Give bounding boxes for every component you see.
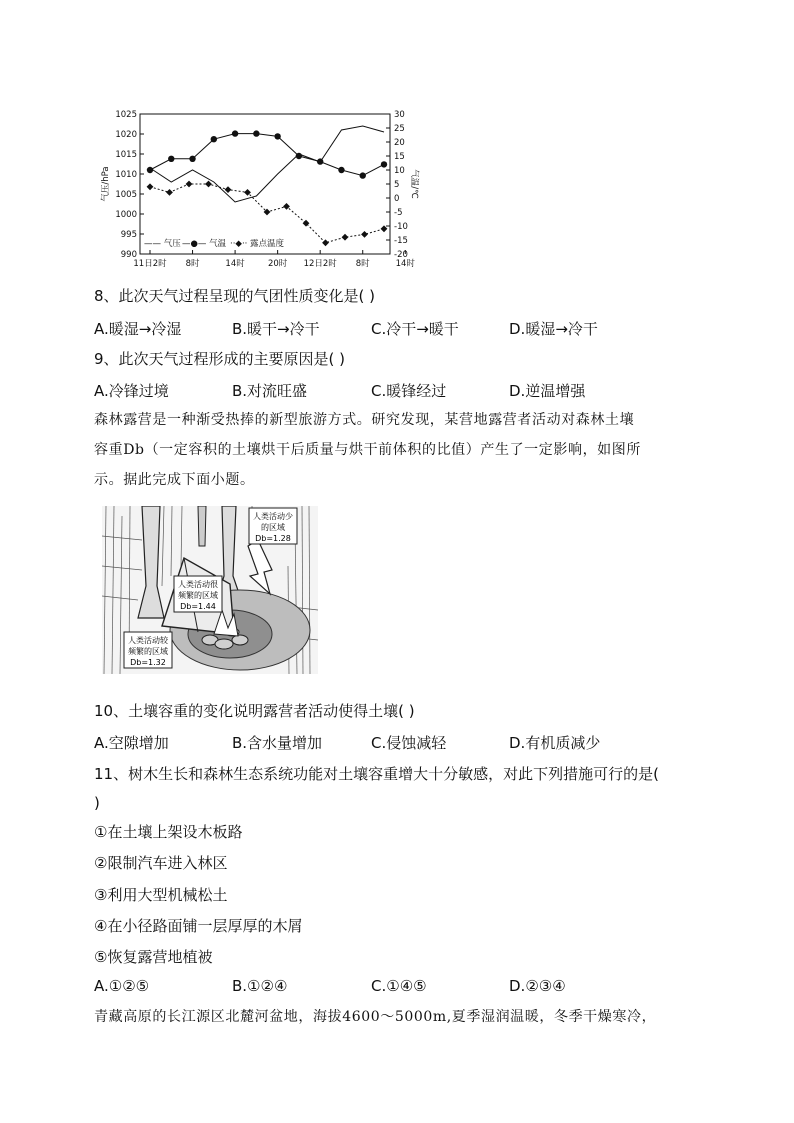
q11-item-1: ①在土壤上架设木板路 xyxy=(94,823,243,841)
temperature-point xyxy=(360,172,366,178)
x-tick-label: 20时 xyxy=(267,259,288,269)
label-high-activity-line-2: 频繁的区域 xyxy=(178,591,218,600)
q11-option-d[interactable]: D.②③④ xyxy=(509,977,566,995)
camping-illustration xyxy=(102,506,318,674)
passage-tibet-line-1: 青藏高原的长江源区北麓河盆地，海拔4600～5000m,夏季湿润温暖，冬季干燥寒冷， xyxy=(94,1009,657,1025)
right-tick-label: 5 xyxy=(394,180,400,190)
temperature-point xyxy=(189,156,195,162)
x-tick-label: 14时 xyxy=(395,259,415,269)
left-tick-label: 1010 xyxy=(115,170,137,180)
temperature-point xyxy=(147,167,153,173)
label-medium-activity-line-2: 频繁的区域 xyxy=(128,647,168,656)
label-medium-activity xyxy=(124,632,172,668)
right-tick-label: 10 xyxy=(394,166,405,176)
temperature-point xyxy=(253,130,259,136)
question-8-options xyxy=(94,318,654,338)
q11-option-a[interactable]: A.①②⑤ xyxy=(94,977,150,995)
passage-tibet xyxy=(94,1002,694,1032)
temperature-point xyxy=(232,130,238,136)
label-low-activity-db: Db=1.28 xyxy=(255,534,291,543)
left-tick-label: 1020 xyxy=(115,130,137,140)
q11-item-5: ⑤恢复露营地植被 xyxy=(94,948,213,966)
label-medium-activity-line-1: 人类活动较 xyxy=(128,636,168,645)
dewpoint-point xyxy=(186,181,193,188)
temperature-point xyxy=(317,158,323,164)
label-medium-activity-db: Db=1.32 xyxy=(130,658,166,667)
right-axis-label: 气温/℃ xyxy=(409,169,419,199)
right-tick-label: 30 xyxy=(394,110,405,120)
temperature-point xyxy=(381,161,387,167)
q8-option-d[interactable]: D.暖湿→冷干 xyxy=(509,320,598,338)
left-tick-label: 1025 xyxy=(115,110,137,120)
q11-item-4: ④在小径路面铺一层厚厚的木屑 xyxy=(94,917,303,935)
q10-option-b[interactable]: B.含水量增加 xyxy=(232,734,323,752)
q11-item-3: ③利用大型机械松土 xyxy=(94,886,228,904)
label-high-activity-line-1: 人类活动很 xyxy=(178,580,218,589)
temperature-point xyxy=(296,153,302,159)
temperature-point xyxy=(211,136,217,142)
dewpoint-point xyxy=(303,220,310,227)
q9-option-c[interactable]: C.暖锋经过 xyxy=(371,382,447,400)
right-tick-label: 15 xyxy=(394,152,405,162)
weather-chart-svg xyxy=(100,108,420,276)
passage-camping-line-2: 容重Db（一定容积的土壤烘干后质量与烘干前体积的比值）产生了一定影响，如图所 xyxy=(94,442,641,458)
dewpoint-point xyxy=(342,234,349,241)
q8-option-c[interactable]: C.冷干→暖干 xyxy=(371,320,459,338)
right-tick-label: -5 xyxy=(394,208,403,218)
series-temperature-line xyxy=(150,134,384,176)
question-10-stem: 10、土壤容重的变化说明露营者活动使得土壤( ) xyxy=(94,702,415,720)
q11-option-c[interactable]: C.①④⑤ xyxy=(371,977,427,995)
dewpoint-point xyxy=(225,186,232,193)
camping-illustration-svg xyxy=(102,506,318,674)
temperature-point xyxy=(338,167,344,173)
q10-option-d[interactable]: D.有机质减少 xyxy=(509,734,601,752)
label-low-activity xyxy=(249,508,297,544)
legend-temperature: —●— 气温 xyxy=(182,239,227,249)
passage-camping-line-1: 森林露营是一种渐受热捧的新型旅游方式。研究发现，某营地露营者活动对森林土壤 xyxy=(94,412,635,428)
q10-option-a[interactable]: A.空隙增加 xyxy=(94,734,169,752)
q8-option-b[interactable]: B.暖干→冷干 xyxy=(232,320,320,338)
label-low-activity-line-2: 的区域 xyxy=(261,523,285,532)
x-tick-label: 11日2时 xyxy=(133,259,167,269)
right-tick-label: -15 xyxy=(394,236,408,246)
question-11-options xyxy=(94,977,654,997)
legend-dewpoint: ··◆·· 露点温度 xyxy=(230,239,285,249)
x-tick-label: 12日2时 xyxy=(303,259,337,269)
q9-option-d[interactable]: D.逆温增强 xyxy=(509,382,586,400)
temperature-point xyxy=(168,156,174,162)
question-11-stem-line-2: ) xyxy=(94,794,100,812)
temperature-point xyxy=(274,133,280,139)
series-pressure-line xyxy=(150,126,384,202)
left-axis-label: 气压/hPa xyxy=(101,166,111,202)
legend-pressure: —— 气压 xyxy=(144,239,181,249)
label-low-activity-line-1: 人类活动少 xyxy=(253,512,293,521)
q9-option-a[interactable]: A.冷锋过境 xyxy=(94,382,169,400)
left-tick-label: 990 xyxy=(120,250,137,260)
q8-option-a[interactable]: A.暖湿→冷湿 xyxy=(94,320,182,338)
question-10-options xyxy=(94,732,654,752)
question-11-stem-line-1: 11、树木生长和森林生态系统功能对土壤容重增大十分敏感，对此下列措施可行的是( xyxy=(94,765,659,783)
q11-option-b[interactable]: B.①②④ xyxy=(232,977,288,995)
x-tick-label: 14时 xyxy=(225,259,245,269)
right-tick-label: 0 xyxy=(394,194,400,204)
dewpoint-point xyxy=(166,189,173,196)
right-tick-label: -20 xyxy=(394,250,408,260)
left-tick-label: 1005 xyxy=(115,190,137,200)
question-8-stem: 8、此次天气过程呈现的气团性质变化是( ) xyxy=(94,287,376,305)
passage-camping-line-3: 示。据此完成下面小题。 xyxy=(94,472,255,488)
dewpoint-point xyxy=(322,239,329,246)
right-tick-label: 25 xyxy=(394,124,405,134)
left-tick-label: 1000 xyxy=(115,210,137,220)
left-tick-label: 995 xyxy=(120,230,137,240)
question-9-options xyxy=(94,380,654,400)
x-tick-label: 8时 xyxy=(185,259,200,269)
question-9-stem: 9、此次天气过程形成的主要原因是( ) xyxy=(94,350,346,368)
passage-camping xyxy=(94,405,694,495)
q11-item-2: ②限制汽车进入林区 xyxy=(94,854,228,872)
right-tick-label: -10 xyxy=(394,222,408,232)
q10-option-c[interactable]: C.侵蚀减轻 xyxy=(371,734,447,752)
label-high-activity-db: Db=1.44 xyxy=(180,602,216,611)
dewpoint-point xyxy=(361,231,368,238)
q9-option-b[interactable]: B.对流旺盛 xyxy=(232,382,308,400)
x-tick-label: 8时 xyxy=(355,259,370,269)
dewpoint-point xyxy=(205,181,212,188)
weather-chart xyxy=(100,108,420,276)
label-high-activity xyxy=(174,576,222,612)
dewpoint-point xyxy=(147,183,154,190)
left-tick-label: 1015 xyxy=(115,150,137,160)
right-tick-label: 20 xyxy=(394,138,405,148)
